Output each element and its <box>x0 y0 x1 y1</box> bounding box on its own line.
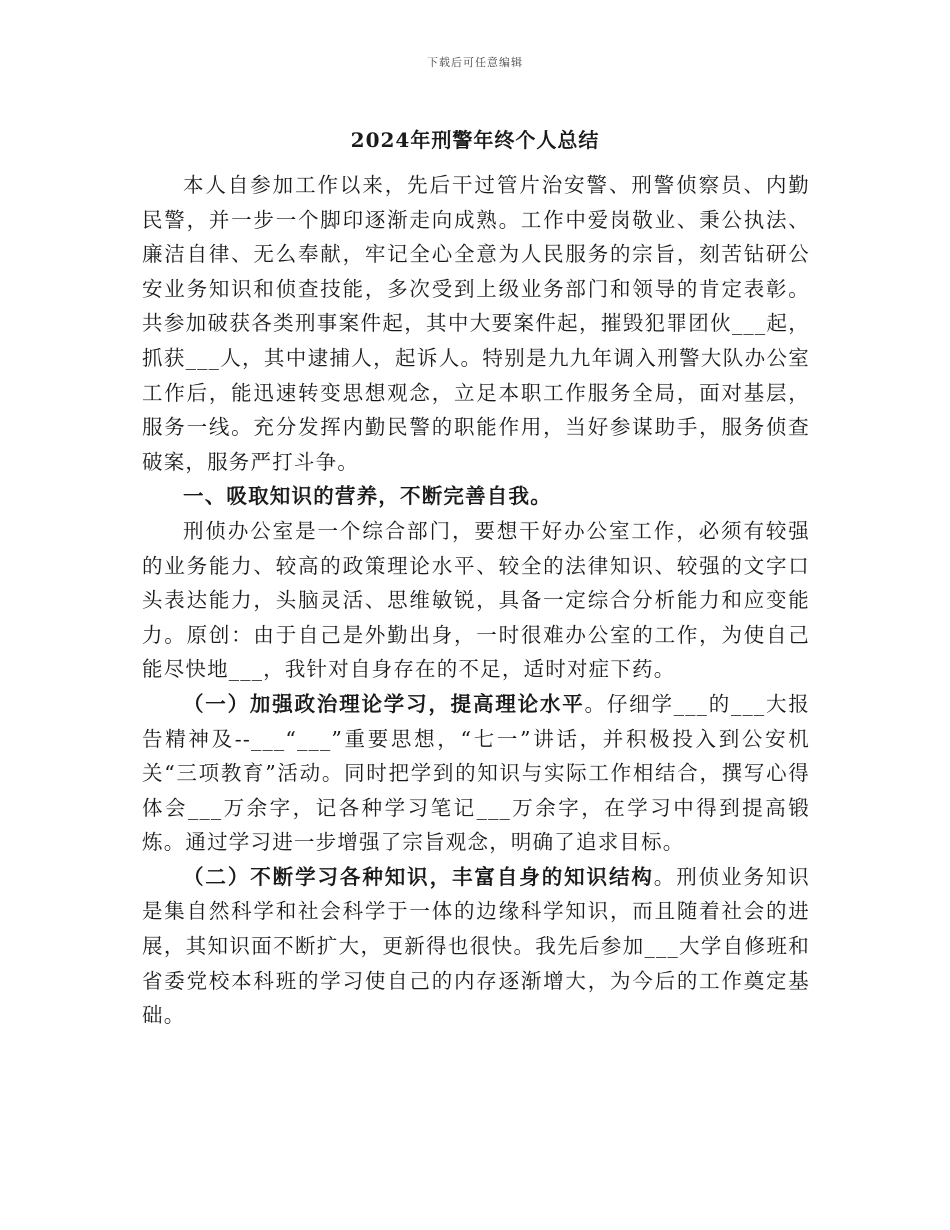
item-2-paragraph <box>142 860 810 1033</box>
header-note: 下载后可任意编辑 <box>427 56 523 69</box>
item-2-body: 。刑侦业务知识是集自然科学和社会科学于一体的边缘科学知识，而且随着社会的进展，其知识面不断扩大，更新得也很快。我先后参加___大学自修班和省委党校本科班的学习使自己的内存逐渐增大，为今后的工作奠定基础。 <box>142 864 810 1028</box>
intro-paragraph: 本人自参加工作以来，先后干过管片治安警、刑警侦察员、内勤民警，并一步一个脚印逐渐走向成熟。工作中爱岗敬业、秉公执法、廉洁自律、无么奉献，牢记全心全意为人民服务的宗旨，刻苦钻研公安业务知识和侦查技能，多次受到上级业务部门和领导的肯定表彰。共参加破获各类刑事案件起，其中大要案件起，摧毁犯罪团伙___起，抓获___人，其中逮捕人，起诉人。特别是九九年调入刑警大队办公室工作后，能迅速转变思想观念，立足本职工作服务全局，面对基层，服务一线。充分发挥内勤民警的职能作用，当好参谋助手，服务侦查破案，服务严打斗争。 <box>142 173 810 474</box>
item-1-paragraph <box>142 687 810 860</box>
item-1-lead: （一）加强政治理论学习，提高理论水平 <box>183 691 585 716</box>
item-2-lead: （二）不断学习各种知识，丰富自身的知识结构 <box>183 864 654 889</box>
section-heading-1: 一、吸取知识的营养，不断完善自我。 <box>183 484 552 509</box>
document-title: 2024年刑警年终个人总结 <box>350 128 600 152</box>
document-body <box>142 168 810 1033</box>
section-1-paragraph: 刑侦办公室是一个综合部门，要想干好办公室工作，必须有较强的业务能力、较高的政策理论水平、较全的法律知识、较强的文字口头表达能力，头脑灵活、思维敏锐，具备一定综合分析能力和应变能力。原创：由于自己是外勤出身，一时很难办公室的工作，为使自己能尽快地___，我针对自身存在的不足，适时对症下药。 <box>142 518 810 682</box>
item-1-body: 。仔细学___的___大报告精神及--___“___”重要思想，“七一”讲话，并积极投入到公安机关“三项教育”活动。同时把学到的知识与实际工作相结合，撰写心得体会___万余字，记各种学习笔记___万余字，在学习中得到提高锻炼。通过学习进一步增强了宗旨观念，明确了追求目标。 <box>142 691 810 855</box>
